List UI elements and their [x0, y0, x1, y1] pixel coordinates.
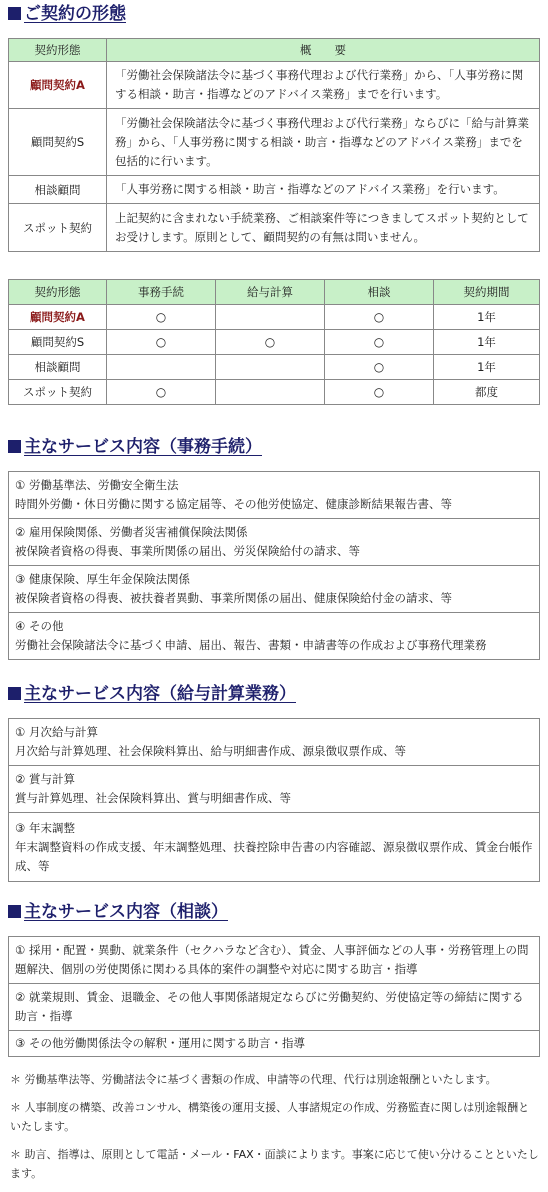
contract-type-cell: 相談顧問: [9, 355, 107, 380]
list-item: [9, 519, 540, 566]
table-header-row: [9, 39, 540, 62]
table-row: [9, 62, 540, 109]
consult-list: [8, 936, 540, 1057]
contract-desc-cell: 「労働社会保険諸法令に基づく事務代理および代行業務」から、「人事労務に関する相談・助言・指導などのアドバイス業務」までを行います。: [107, 62, 540, 109]
contract-section-title: ご契約の形態: [8, 4, 126, 24]
circle-mark-cell: [216, 380, 325, 405]
notes: [10, 1070, 540, 1192]
contract-type-cell: スポット契約: [9, 204, 107, 252]
list-item: [9, 472, 540, 519]
column-header: 契約形態: [9, 280, 107, 305]
list-item: [9, 766, 540, 813]
column-header: 事務手続: [107, 280, 216, 305]
item-description: 時間外労働・休日労働に関する協定届等、その他労使協定、健康診断結果報告書、等: [15, 497, 452, 511]
circle-mark-cell: ○: [325, 380, 434, 405]
note-item: ＊ 人事制度の構築、改善コンサル、構築後の運用支援、人事諸規定の作成、労務監査に関しは別途報酬といたします。: [10, 1101, 530, 1133]
table-row: [9, 330, 540, 355]
item-description: 労働社会保険諸法令に基づく申請、届出、報告、書類・申請書等の作成および事務代理業務: [15, 638, 487, 652]
procedures-section-title: 主なサービス内容（事務手続）: [8, 437, 262, 457]
contract-period-cell: 1年: [434, 305, 540, 330]
table-row: [9, 109, 540, 176]
circle-mark-cell: [216, 355, 325, 380]
square-bullet-icon: [8, 7, 21, 20]
circle-mark-cell: [216, 305, 325, 330]
consult-section-title: 主なサービス内容（相談）: [8, 902, 228, 922]
circle-mark-cell: ○: [107, 305, 216, 330]
list-item: [9, 719, 540, 766]
square-bullet-icon: [8, 905, 21, 918]
contract-period-cell: 1年: [434, 330, 540, 355]
circle-mark-cell: [107, 355, 216, 380]
contract-matrix-table: [8, 279, 540, 405]
contract-period-cell: 都度: [434, 380, 540, 405]
table-row: [9, 204, 540, 252]
contract-type-cell: 顧問契約S: [9, 109, 107, 176]
item-description: 被保険者資格の得喪、被扶養者異動、事業所関係の届出、健康保険給付金の請求、等: [15, 591, 452, 605]
contract-table: [8, 38, 540, 252]
payroll-section-title: 主なサービス内容（給与計算業務）: [8, 684, 296, 704]
table-row: [9, 380, 540, 405]
item-description: 被保険者資格の得喪、事業所関係の届出、労災保険給付の請求、等: [15, 544, 360, 558]
item-heading: ① 月次給与計算: [15, 725, 98, 739]
column-header: 概 要: [107, 39, 540, 62]
note-item: ＊ 労働基準法等、労働諸法令に基づく書類の作成、申請等の代理、代行は別途報酬といたします。: [10, 1073, 497, 1086]
contract-type-cell: 顧問契約A: [9, 62, 107, 109]
list-item: ① 採用・配置・異動、就業条件（セクハラなど含む）、賃金、人事評価などの人事・労務管理上の問題解決、個別の労使関係に関わる具体的案件の調整や対応に関する助言・指導: [9, 937, 540, 984]
item-heading: ① 労働基準法、労働安全衛生法: [15, 478, 179, 492]
square-bullet-icon: [8, 440, 21, 453]
procedures-list: [8, 471, 540, 660]
table-row: [9, 176, 540, 204]
list-item: [9, 813, 540, 882]
circle-mark-cell: ○: [107, 380, 216, 405]
column-header: 契約期間: [434, 280, 540, 305]
circle-mark-cell: ○: [325, 305, 434, 330]
contract-type-cell: 相談顧問: [9, 176, 107, 204]
contract-desc-cell: 上記契約に含まれない手続業務、ご相談案件等につきましてスポット契約としてお受けします。原則として、顧問契約の有無は問いません。: [107, 204, 540, 252]
square-bullet-icon: [8, 687, 21, 700]
contract-desc-cell: 「労働社会保険諸法令に基づく事務代理および代行業務」ならびに「給与計算業務」から、「人事労務に関する相談・助言・指導などのアドバイス業務」までを包括的に行います。: [107, 109, 540, 176]
list-item: [9, 613, 540, 660]
list-item: ③ その他労働関係法令の解釈・運用に関する助言・指導: [9, 1031, 540, 1057]
item-heading: ③ 年末調整: [15, 820, 75, 835]
contract-desc-cell: 「人事労務に関する相談・助言・指導などのアドバイス業務」を行います。: [107, 176, 540, 204]
note-item: ＊ 助言、指導は、原則として電話・メール・FAX・面談によります。事案に応じて使い分けることといたします。: [10, 1148, 539, 1180]
contract-period-cell: 1年: [434, 355, 540, 380]
table-header-row: [9, 280, 540, 305]
list-item: ② 就業規則、賃金、退職金、その他人事関係諸規定ならびに労働契約、労使協定等の締結に関する助言・指導: [9, 984, 540, 1031]
contract-type-cell: 顧問契約A: [9, 305, 107, 330]
circle-mark-cell: ○: [325, 355, 434, 380]
circle-mark-cell: ○: [325, 330, 434, 355]
item-heading: ③ 健康保険、厚生年金保険法関係: [15, 572, 190, 586]
column-header: 相談: [325, 280, 434, 305]
list-item: [9, 566, 540, 613]
item-heading: ④ その他: [15, 619, 64, 633]
item-heading: ② 雇用保険関係、労働者災害補償保険法関係: [15, 525, 248, 539]
contract-type-cell: 顧問契約S: [9, 330, 107, 355]
table-row: [9, 355, 540, 380]
item-description: 賞与計算処理、社会保険料算出、賞与明細書作成、等: [15, 791, 291, 805]
payroll-list: [8, 718, 540, 882]
item-heading: ② 賞与計算: [15, 772, 75, 786]
circle-mark-cell: ○: [216, 330, 325, 355]
item-description: 月次給与計算処理、社会保険料算出、給与明細書作成、源泉徴収票作成、等: [15, 744, 406, 758]
contract-type-cell: スポット契約: [9, 380, 107, 405]
table-row: [9, 305, 540, 330]
column-header: 給与計算: [216, 280, 325, 305]
circle-mark-cell: ○: [107, 330, 216, 355]
item-description: 年末調整資料の作成支援、年末調整処理、扶養控除申告書の内容確認、源泉徴収票作成、賃金台帳作成、等: [15, 839, 533, 873]
column-header: 契約形態: [9, 39, 107, 62]
